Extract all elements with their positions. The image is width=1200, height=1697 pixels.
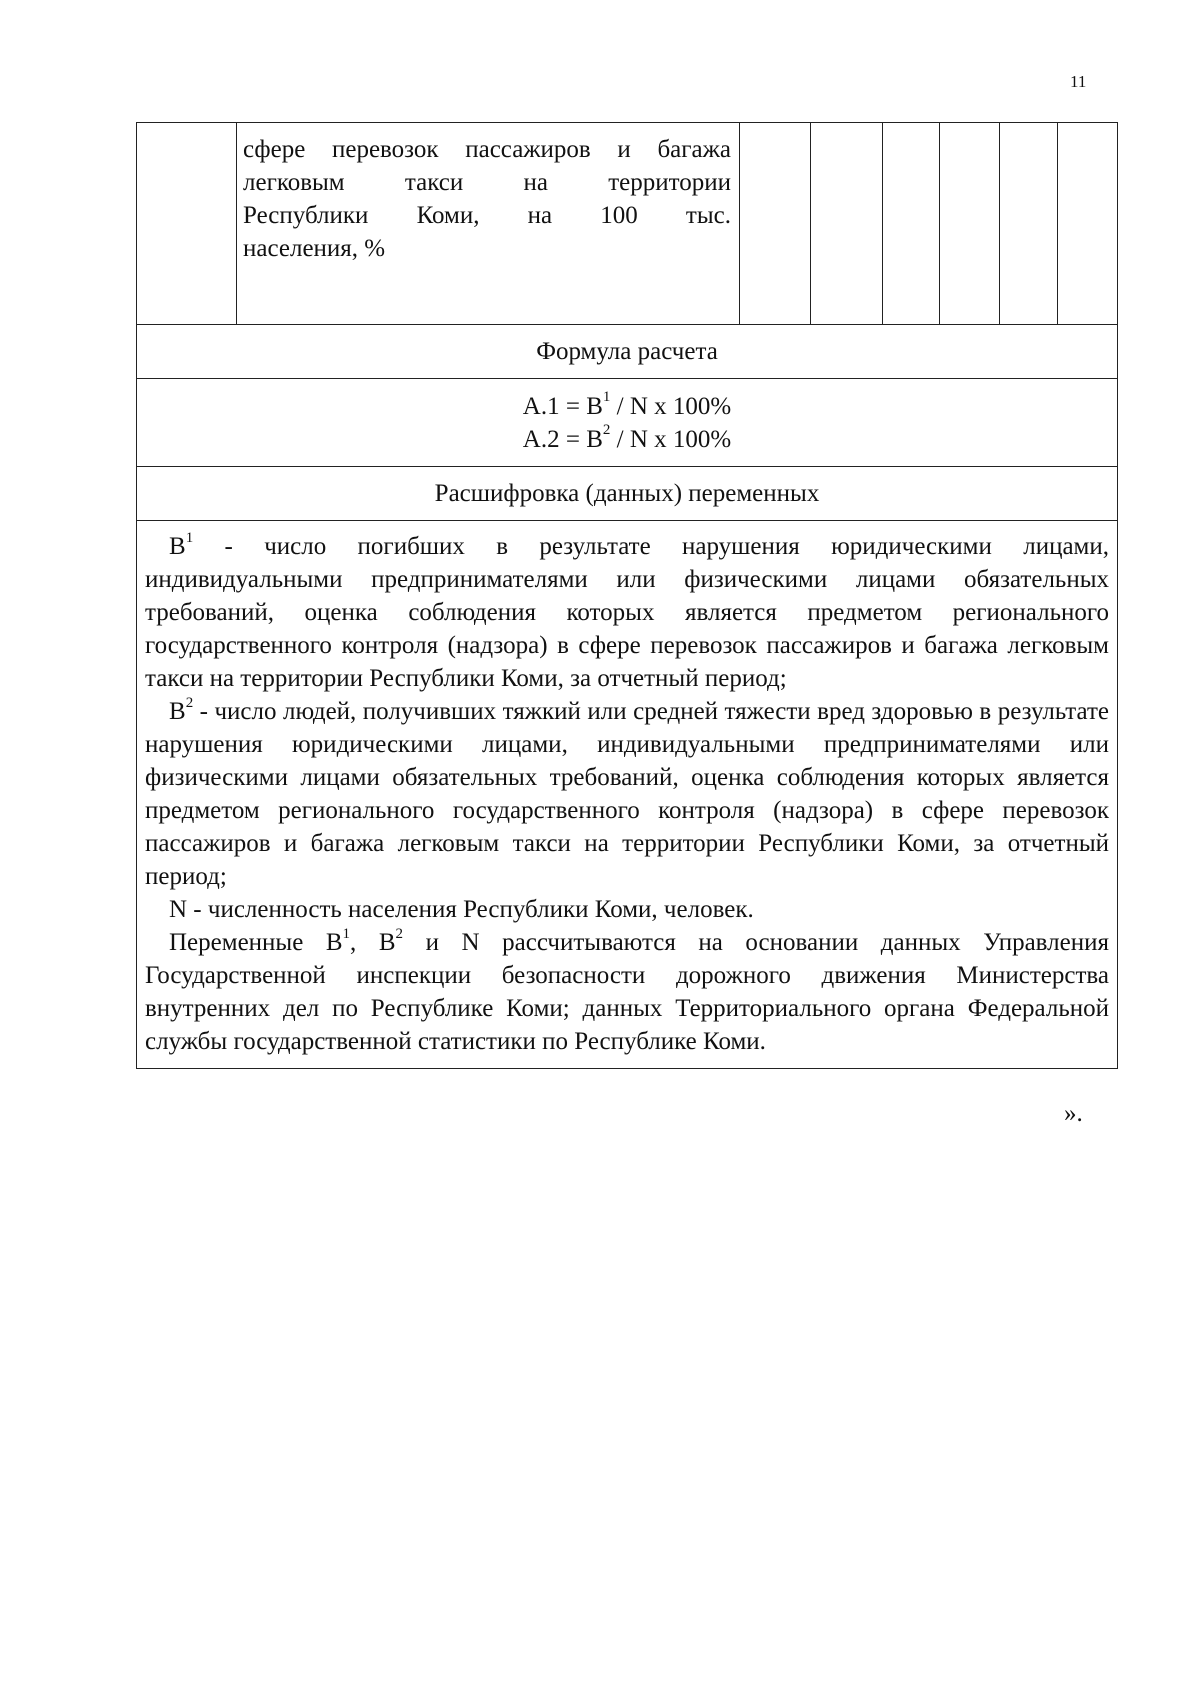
formula-cell	[137, 379, 1118, 467]
data-source-note: Переменные $В^1$, $В^2$ и N рассчитываются на основании данных Управления Государственной инспекции безопасности дорожного движения Министерства внутренних дел по Республике Коми; данных Территориального органа Федеральной службы государственной статистики по Республике Коми.	[145, 925, 1109, 1055]
indicator-line: населения, %	[243, 235, 386, 262]
formula-a1: $А.1 = В^1 / N$ x 100%	[522, 389, 732, 420]
variables-cell	[137, 521, 1118, 1069]
value-cell	[1058, 123, 1118, 325]
indicator-line: Республики Коми, на 100 тыс.	[243, 202, 731, 229]
formula-header: Формула расчета	[137, 325, 1118, 379]
indicator-table	[136, 122, 1118, 1069]
variable-n-description: N - численность населения Республики Коми, человек.	[169, 896, 754, 923]
variable-b2-description: $В^2$ - число людей, получивших тяжкий или средней тяжести вред здоровью в результате нарушения юридическими лицами, индивидуальными предпринимателями или физическими лицами обязательных требований, оценка соблюдения которых является предметом регионального государственного контроля (надзора) в сфере перевозок пассажиров и багажа легковым такси на территории Республики Коми, за отчетный период;	[145, 694, 1109, 890]
value-cell	[740, 123, 811, 325]
indicator-name-cell	[237, 123, 740, 325]
variable-b1-description: $В^1$ - число погибших в результате нарушения юридическими лицами, индивидуальными предпринимателями или физическими лицами обязательных требований, оценка соблюдения которых является предметом регионального государственного контроля (надзора) в сфере перевозок пассажиров и багажа легковым такси на территории Республики Коми, за отчетный период;	[145, 529, 1109, 692]
formula-a2: $А.2 = В^2 / N$ x 100%	[522, 422, 732, 453]
variables-header: Расшифровка (данных) переменных	[137, 467, 1118, 521]
closing-quote: ».	[1064, 1100, 1083, 1127]
formula-header-row	[137, 325, 1118, 379]
value-cell	[883, 123, 940, 325]
value-cell	[811, 123, 883, 325]
variables-row	[137, 521, 1118, 1069]
indicator-row	[137, 123, 1118, 325]
value-cell	[1000, 123, 1058, 325]
formula-row	[137, 379, 1118, 467]
variables-header-row	[137, 467, 1118, 521]
indicator-line: сфере перевозок пассажиров и багажа	[243, 136, 731, 163]
page-number: 11	[1070, 72, 1087, 91]
row-number-cell	[137, 123, 237, 325]
value-cell	[940, 123, 1000, 325]
indicator-line: легковым такси на территории	[243, 169, 731, 196]
